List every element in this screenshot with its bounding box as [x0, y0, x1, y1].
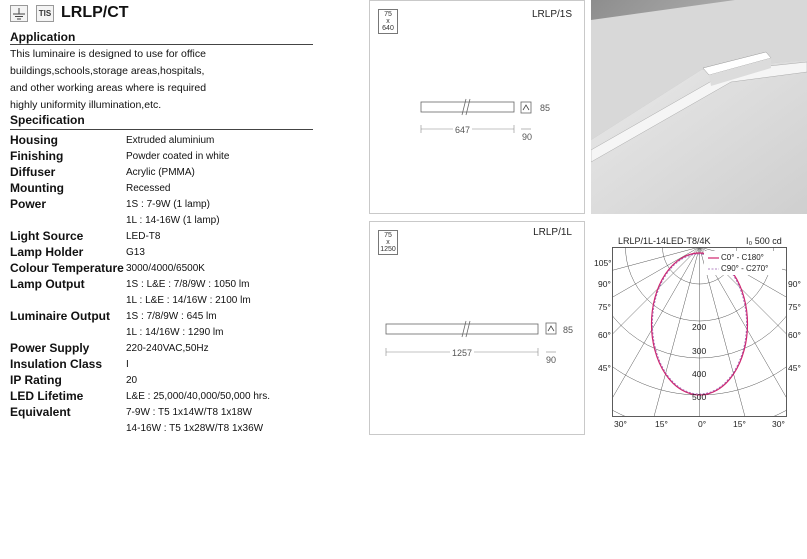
drawing-panel-1s	[369, 0, 585, 214]
model-label: LRLP/1L	[533, 227, 572, 238]
spec-value: 1S : L&E : 7/8/9W : 1050 lm	[126, 279, 250, 290]
specification-heading: Specification	[10, 113, 85, 127]
tis-mark-icon: TIS	[36, 5, 54, 22]
spec-value: 1S : 7/8/9W : 645 lm	[126, 311, 217, 322]
application-rule	[10, 44, 313, 45]
spec-label: Power Supply	[10, 341, 90, 355]
spec-label: Power	[10, 197, 47, 211]
angle-label: 30°	[772, 419, 785, 429]
spec-value: 1L : L&E : 14/16W : 2100 lm	[126, 295, 251, 306]
spec-label: Lamp Output	[10, 277, 85, 291]
spec-value: 3000/4000/6500K	[126, 263, 205, 274]
spec-label: Equivalent	[10, 405, 71, 419]
application-line: buildings,schools,storage areas,hospitals,	[10, 65, 205, 77]
length-dim: 1257	[452, 348, 473, 358]
application-line: and other working areas where is required	[10, 82, 207, 94]
polar-title: LRLP/1L-14LED-T8/4K	[618, 236, 711, 246]
angle-label: 0°	[698, 419, 707, 429]
luminaire-drawing	[370, 1, 584, 213]
spec-label: Colour Temperature	[10, 261, 124, 275]
spec-label: Mounting	[10, 181, 64, 195]
application-line: This luminaire is designed to use for office	[10, 48, 206, 60]
angle-label: 75°	[788, 302, 801, 312]
angle-label: 15°	[655, 419, 668, 429]
spec-value: Recessed	[126, 183, 171, 194]
angle-label: 60°	[598, 330, 611, 340]
radial-label: 500	[692, 392, 707, 402]
spec-value: 1S : 7-9W (1 lamp)	[126, 199, 210, 210]
length-dim: 647	[455, 125, 471, 135]
spec-label: Housing	[10, 133, 58, 147]
spec-value: G13	[126, 247, 145, 258]
cutout-length: 1250	[380, 246, 396, 253]
spec-value: Acrylic (PMMA)	[126, 167, 195, 178]
angle-label: 45°	[788, 363, 801, 373]
angle-label: 15°	[733, 419, 746, 429]
specification-rule	[10, 129, 313, 130]
radial-label: 300	[692, 346, 707, 356]
angle-label: 45°	[598, 363, 611, 373]
product-photo	[591, 0, 807, 214]
height-dim: 85	[540, 103, 551, 113]
spec-value: Powder coated in white	[126, 151, 230, 162]
angle-label: 75°	[598, 302, 611, 312]
radial-label: 400	[692, 369, 707, 379]
spec-value: 220-240VAC,50Hz	[126, 343, 209, 354]
spec-label: Finishing	[10, 149, 64, 163]
spec-label: Insulation Class	[10, 357, 103, 371]
spec-value: 14-16W : T5 1x28W/T8 1x36W	[126, 423, 264, 434]
cutout-width: 75	[384, 232, 392, 239]
cutout-x: x	[386, 239, 390, 246]
model-label: LRLP/1S	[531, 9, 572, 20]
polar-intensity: I₀ 500 cd	[746, 236, 782, 246]
spec-label: Lamp Holder	[10, 245, 84, 259]
spec-value: 20	[126, 375, 138, 386]
luminaire-drawing	[370, 222, 584, 434]
angle-label: 90°	[598, 279, 611, 289]
spec-value: 1L : 14/16W : 1290 lm	[126, 327, 224, 338]
spec-label: IP Rating	[10, 373, 62, 387]
spec-value: 7-9W : T5 1x14W/T8 1x18W	[126, 407, 252, 418]
application-line: highly uniformity illumination,etc.	[10, 99, 162, 111]
spec-value: Extruded aluminium	[126, 135, 215, 146]
drawing-panel-1l	[369, 221, 585, 435]
spec-value: L&E : 25,000/40,000/50,000 hrs.	[126, 391, 270, 402]
legend-c90: C90° - C270°	[721, 264, 769, 273]
angle-label: 60°	[788, 330, 801, 340]
angle-label: 90°	[788, 279, 801, 289]
application-heading: Application	[10, 30, 76, 44]
width-dim: 90	[546, 355, 557, 365]
cutout-length: 640	[382, 25, 394, 32]
ground-symbol-icon	[10, 5, 28, 22]
cutout-width: 75	[384, 11, 392, 18]
cutout-x: x	[386, 18, 390, 25]
spec-value: I	[126, 359, 129, 370]
spec-value: LED-T8	[126, 231, 161, 242]
application-text	[10, 46, 310, 114]
spec-value: 1L : 14-16W (1 lamp)	[126, 215, 220, 226]
spec-label: Luminaire Output	[10, 309, 110, 323]
angle-label: 105°	[594, 258, 612, 268]
spec-label: Light Source	[10, 229, 84, 243]
spec-label: LED Lifetime	[10, 389, 84, 403]
legend-c0: C0° - C180°	[721, 253, 764, 262]
radial-label: 200	[692, 322, 707, 332]
width-dim: 90	[522, 132, 533, 142]
angle-label: 30°	[614, 419, 627, 429]
height-dim: 85	[563, 325, 574, 335]
spec-label: Diffuser	[10, 165, 56, 179]
product-title: LRLP/CT	[61, 4, 129, 21]
